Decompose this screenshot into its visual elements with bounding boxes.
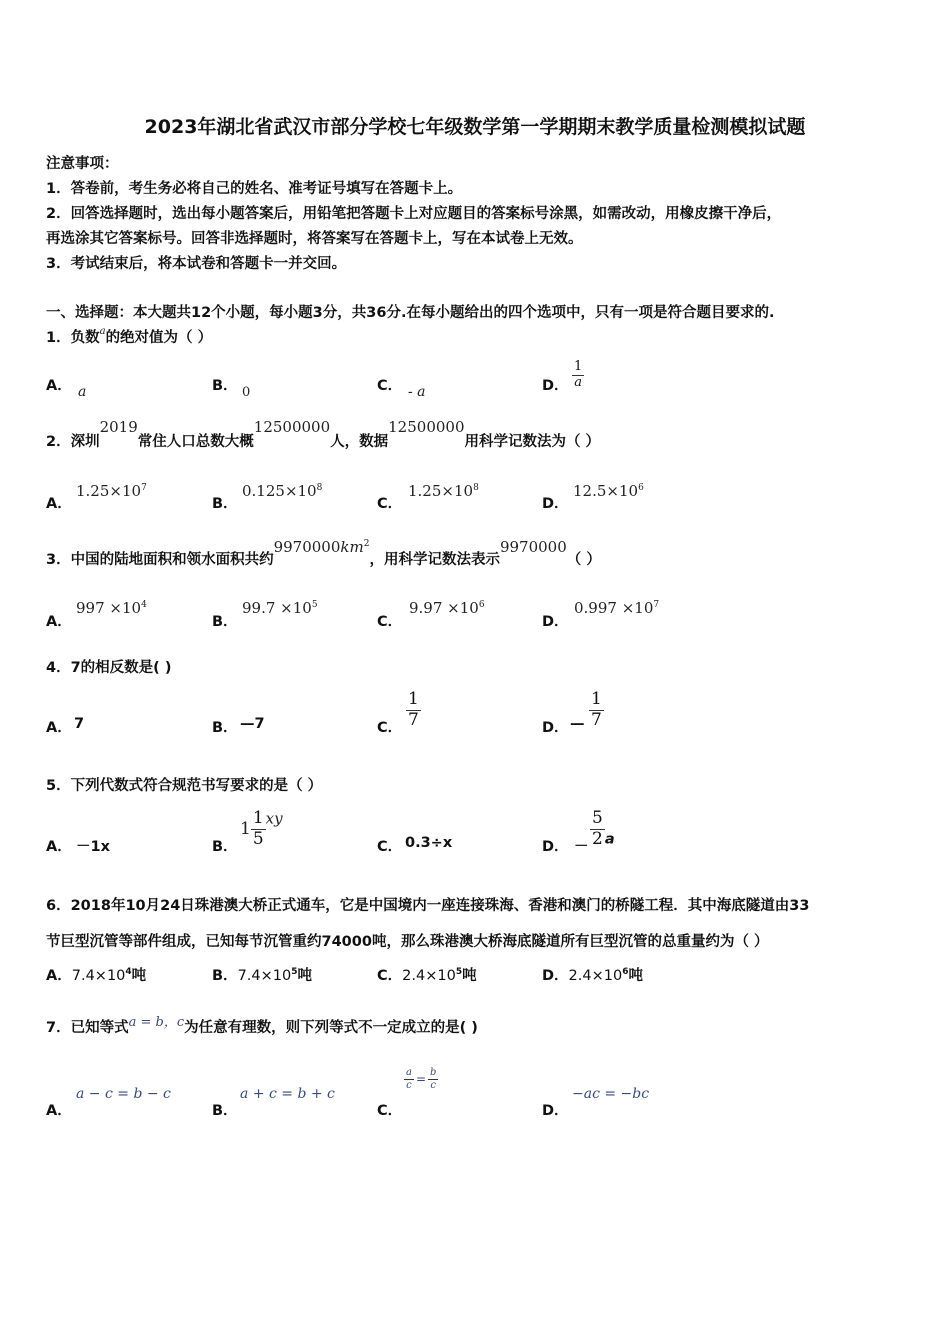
q7-option-d[interactable]: −ac = −bc bbox=[572, 1086, 650, 1102]
q3-c-exp: 6 bbox=[478, 600, 485, 610]
q5-option-d[interactable] bbox=[590, 809, 615, 849]
q4-label-c: C． bbox=[377, 720, 403, 736]
q1-label-d: D． bbox=[542, 378, 569, 394]
q1-option-d[interactable] bbox=[572, 360, 584, 391]
question-7-stem bbox=[46, 1011, 478, 1037]
q7-option-a[interactable]: a − c = b − c bbox=[76, 1086, 171, 1102]
q5-label-b: B． bbox=[212, 839, 238, 855]
q6-b-base: 7.4×10 bbox=[237, 968, 292, 984]
q1-text-pre: 1．负数 bbox=[46, 330, 100, 346]
q2-option-d[interactable] bbox=[573, 482, 644, 500]
q6-b-unit: 吨 bbox=[297, 968, 312, 984]
q3-option-a[interactable] bbox=[76, 599, 147, 617]
q3-a-exp: 4 bbox=[141, 600, 147, 610]
q2-option-c[interactable] bbox=[408, 482, 479, 500]
q5-d-var: a bbox=[604, 831, 615, 848]
q6-c-exp: 5 bbox=[455, 967, 463, 978]
q5-label-c: C． bbox=[377, 839, 403, 855]
q6-d-unit: 吨 bbox=[628, 968, 643, 984]
q6-option-d[interactable] bbox=[542, 964, 643, 985]
q3-text-2: ，用科学记数法表示 bbox=[369, 552, 500, 568]
q6-option-a[interactable] bbox=[46, 964, 146, 985]
q4-label-b: B． bbox=[212, 720, 238, 736]
q1-option-b[interactable]: 0 bbox=[242, 385, 251, 400]
q4-label-a: A． bbox=[46, 720, 72, 736]
q1-label-b: B． bbox=[212, 378, 238, 394]
q1-option-a[interactable]: a bbox=[78, 384, 87, 400]
q7-c-equals: = bbox=[415, 1072, 427, 1086]
q4-option-d-sign: — bbox=[570, 716, 585, 732]
q6-b-exp: 5 bbox=[291, 967, 298, 978]
q5-b-var: xy bbox=[265, 809, 283, 828]
notice-item: 再选涂其它答案标号。回答非选择题时，将答案写在答题卡上，写在本试卷上无效。 bbox=[46, 231, 583, 247]
q2-b-base: 0.125×10 bbox=[242, 482, 317, 500]
q7-math-1: a = b bbox=[128, 1015, 164, 1030]
q6-c-unit: 吨 bbox=[462, 968, 477, 984]
q3-b-exp: 5 bbox=[311, 600, 318, 610]
q5-d-denominator: 2 bbox=[592, 828, 603, 849]
q2-math-1: 2019 bbox=[99, 418, 138, 436]
q3-unit: km bbox=[340, 538, 364, 556]
q2-d-exp: 6 bbox=[638, 483, 644, 493]
question-1-stem bbox=[46, 326, 212, 347]
q5-b-denominator: 5 bbox=[252, 828, 264, 849]
q6-option-c[interactable] bbox=[377, 964, 477, 985]
q4-d-denominator: 7 bbox=[591, 709, 602, 730]
q1-option-c[interactable]: - a bbox=[408, 384, 426, 400]
q7-math-2: ，c bbox=[163, 1015, 185, 1030]
notice-item: 2．回答选择题时，选出每小题答案后，用铅笔把答题卡上对应题目的答案标号涂黑，如需改动，用橡皮擦干净后， bbox=[46, 206, 782, 222]
question-3-stem bbox=[46, 538, 601, 569]
q2-option-b[interactable] bbox=[242, 482, 322, 500]
q3-math-2: 9970000 bbox=[499, 538, 567, 556]
q5-d-numerator: 5 bbox=[592, 808, 603, 828]
q7-text-1: 7．已知等式 bbox=[46, 1020, 129, 1036]
q2-option-a[interactable] bbox=[76, 482, 147, 500]
q4-d-numerator: 1 bbox=[591, 689, 602, 709]
q1-d-denominator: a bbox=[574, 374, 583, 390]
q7-label-a: A． bbox=[46, 1103, 72, 1119]
q7-text-2: 为任意有理数，则下列等式不一定成立的是( ) bbox=[184, 1020, 478, 1036]
q7-label-d: D． bbox=[542, 1103, 569, 1119]
q5-option-d-sign: － bbox=[574, 839, 589, 855]
q2-d-base: 12.5×10 bbox=[573, 482, 639, 500]
q5-label-d: D． bbox=[542, 839, 569, 855]
q1-label-a: A． bbox=[46, 378, 72, 394]
page-title: 2023年湖北省武汉市部分学校七年级数学第一学期期末教学质量检测模拟试题 bbox=[144, 116, 806, 138]
q7-c-num-2: b bbox=[430, 1067, 437, 1078]
q2-math-2: 12500000 bbox=[253, 418, 331, 436]
q7-c-num-1: a bbox=[406, 1067, 412, 1078]
q4-label-d: D． bbox=[542, 720, 569, 736]
q6-c-base: 2.4×10 bbox=[402, 968, 456, 984]
q6-a-exp: 4 bbox=[125, 967, 132, 978]
q4-option-b[interactable]: —7 bbox=[240, 716, 265, 732]
q3-label-c: C． bbox=[377, 614, 403, 630]
q1-text-post: 的绝对值为（ ） bbox=[105, 330, 213, 346]
q6-a-unit: 吨 bbox=[131, 968, 147, 984]
q1-var: a bbox=[99, 326, 106, 337]
q3-text-3: （ ） bbox=[566, 552, 601, 568]
q6-d-base: 2.4×10 bbox=[568, 968, 623, 984]
notice-heading: 注意事项： bbox=[46, 156, 119, 172]
q3-label-b: B． bbox=[212, 614, 238, 630]
q2-text-2: 常住人口总数大概 bbox=[137, 434, 254, 450]
q2-label-d: D． bbox=[542, 496, 569, 512]
question-6-line-2: 节巨型沉管等部件组成，已知每节沉管重约74000吨，那么珠港澳大桥海底隧道所有巨型沉管的总重量约为（ ） bbox=[46, 934, 769, 950]
notice-item: 1．答卷前，考生务必将自己的姓名、准考证号填写在答题卡上。 bbox=[46, 181, 463, 197]
q4-option-d[interactable] bbox=[589, 690, 604, 730]
q7-option-c[interactable] bbox=[404, 1067, 438, 1091]
q6-label-d: D． bbox=[542, 968, 569, 984]
q3-b-base: 99.7 ×10 bbox=[242, 599, 312, 617]
q7-c-den-1: c bbox=[406, 1079, 412, 1091]
q7-label-b: B． bbox=[212, 1103, 238, 1119]
q5-b-whole: 1 bbox=[240, 819, 251, 840]
q4-c-denominator: 7 bbox=[408, 709, 419, 730]
q2-c-exp: 8 bbox=[473, 483, 479, 493]
section-heading: 一、选择题：本大题共12个小题，每小题3分，共36分.在每小题给出的四个选项中，只有一项是符合题目要求的. bbox=[46, 305, 775, 321]
question-5-stem: 5．下列代数式符合规范书写要求的是（ ） bbox=[46, 778, 323, 794]
q6-label-b: B． bbox=[212, 968, 238, 984]
q6-option-b[interactable] bbox=[212, 964, 312, 985]
q3-label-a: A． bbox=[46, 614, 72, 630]
q2-label-a: A． bbox=[46, 496, 72, 512]
q5-label-a: A． bbox=[46, 839, 72, 855]
q2-c-base: 1.25×10 bbox=[408, 482, 474, 500]
question-2-stem bbox=[46, 418, 600, 451]
q1-d-numerator: 1 bbox=[574, 359, 583, 374]
notice-item: 3．考试结束后，将本试卷和答题卡一并交回。 bbox=[46, 256, 347, 272]
q5-option-a[interactable]: －1x bbox=[76, 839, 110, 855]
q6-label-a: A． bbox=[46, 968, 72, 984]
q3-label-d: D． bbox=[542, 614, 569, 630]
q3-math-1: 9970000 bbox=[273, 538, 341, 556]
q5-option-b[interactable] bbox=[240, 809, 283, 849]
q3-option-b[interactable] bbox=[242, 599, 318, 617]
q5-b-numerator: 1 bbox=[252, 808, 264, 828]
q2-b-exp: 8 bbox=[316, 483, 323, 493]
question-6-line-1: 6．2018年10月24日珠港澳大桥正式通车，它是中国境内一座连接珠海、香港和澳门的桥隧工程．其中海底隧道由33 bbox=[46, 898, 810, 914]
q6-a-base: 7.4×10 bbox=[71, 968, 126, 984]
q3-d-base: 0.997 ×10 bbox=[574, 599, 654, 617]
q3-c-base: 9.97 ×10 bbox=[409, 599, 479, 617]
q2-label-b: B． bbox=[212, 496, 238, 512]
q1-label-c: C． bbox=[377, 378, 403, 394]
q7-c-den-2: c bbox=[430, 1079, 437, 1091]
q2-text-1: 2．深圳 bbox=[46, 434, 100, 450]
q2-math-3: 12500000 bbox=[388, 418, 465, 436]
q2-a-base: 1.25×10 bbox=[76, 482, 142, 500]
q7-option-b[interactable]: a + c = b + c bbox=[240, 1086, 335, 1102]
q3-text-1: 3．中国的陆地面积和领水面积共约 bbox=[46, 552, 274, 568]
q7-label-c: C． bbox=[377, 1103, 403, 1119]
q2-label-c: C． bbox=[377, 496, 403, 512]
q4-option-a[interactable]: 7 bbox=[74, 716, 85, 732]
q2-text-3: 人，数据 bbox=[330, 434, 389, 450]
q6-label-c: C． bbox=[377, 968, 403, 984]
question-4-stem: 4．7的相反数是( ) bbox=[46, 660, 172, 676]
q3-option-d[interactable] bbox=[574, 599, 659, 617]
q5-option-c[interactable]: 0.3÷x bbox=[405, 835, 453, 851]
q2-text-4: 用科学记数法为（ ） bbox=[464, 434, 601, 450]
q3-a-base: 997 ×10 bbox=[76, 599, 142, 617]
q2-a-exp: 7 bbox=[141, 483, 147, 493]
q6-d-exp: 6 bbox=[622, 967, 629, 978]
q3-d-exp: 7 bbox=[653, 600, 660, 610]
q4-c-numerator: 1 bbox=[408, 689, 419, 709]
q3-option-c[interactable] bbox=[409, 599, 485, 617]
q4-option-c[interactable] bbox=[406, 690, 421, 730]
q3-unit-exp: 2 bbox=[363, 539, 370, 550]
